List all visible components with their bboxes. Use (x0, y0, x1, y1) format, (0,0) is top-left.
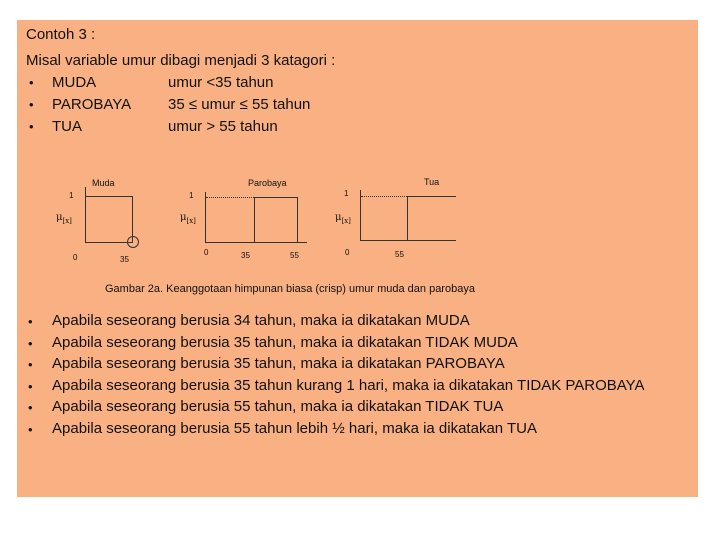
example-item: Apabila seseorang berusia 55 tahun, maka ia dikatakan TIDAK TUA (52, 398, 504, 415)
tua-label: Tua (424, 177, 440, 187)
muda-top-line (85, 196, 133, 197)
open-circle-icon (127, 236, 139, 248)
parobaya-x-axis (205, 242, 307, 243)
category-name: MUDA (52, 74, 97, 91)
bullet-icon: • (28, 357, 33, 372)
parobaya-one-label: 1 (189, 191, 194, 200)
tua-left-line (407, 196, 408, 240)
tua-one-label: 1 (344, 189, 349, 198)
tua-55-tick: 55 (395, 250, 404, 259)
example-item: Apabila seseorang berusia 55 tahun lebih ½ hari, maka ia dikatakan TUA (52, 420, 538, 437)
tua-top-line (407, 196, 456, 197)
tua-zero-tick: 0 (345, 248, 350, 257)
bullet-icon: • (28, 336, 33, 351)
parobaya-top-line (254, 197, 298, 198)
muda-mu-label: $\mu_{[x]}$ (56, 212, 72, 225)
parobaya-35-tick: 35 (241, 251, 250, 260)
category-name: TUA (52, 118, 82, 135)
tua-x-axis (360, 240, 456, 241)
slide-title: Contoh 3 : (26, 26, 96, 43)
parobaya-mu-label: $\mu_{[x]}$ (180, 212, 196, 225)
bullet-icon: • (28, 379, 33, 394)
bullet-icon: • (29, 97, 34, 112)
category-rule: umur <35 tahun (168, 74, 274, 91)
example-item: Apabila seseorang berusia 35 tahun kurang 1 hari, maka ia dikatakan TIDAK PAROBAYA (52, 377, 645, 394)
muda-35-tick: 35 (120, 255, 129, 264)
parobaya-left-line (254, 197, 255, 242)
parobaya-dotted-line (206, 197, 254, 198)
tua-dotted-line (361, 196, 407, 197)
example-item: Apabila seseorang berusia 35 tahun, maka ia dikatakan TIDAK MUDA (52, 334, 518, 351)
figure-caption: Gambar 2a. Keanggotaan himpunan biasa (crisp) umur muda dan parobaya (105, 283, 475, 295)
parobaya-55-tick: 55 (290, 251, 299, 260)
tua-y-axis (360, 190, 361, 241)
bullet-icon: • (29, 75, 34, 90)
example-item: Apabila seseorang berusia 35 tahun, maka ia dikatakan PAROBAYA (52, 355, 505, 372)
muda-label: Muda (92, 178, 115, 188)
bullet-icon: • (28, 400, 33, 415)
bullet-icon: • (28, 314, 33, 329)
parobaya-right-line (297, 197, 298, 242)
muda-x-axis (85, 242, 133, 243)
muda-zero-tick: 0 (73, 253, 78, 262)
slide (17, 20, 698, 497)
parobaya-label: Parobaya (248, 178, 287, 188)
bullet-icon: • (29, 119, 34, 134)
category-rule: umur > 55 tahun (168, 118, 278, 135)
muda-one-label: 1 (69, 191, 74, 200)
example-item: Apabila seseorang berusia 34 tahun, maka ia dikatakan MUDA (52, 312, 470, 329)
bullet-icon: • (28, 422, 33, 437)
parobaya-y-axis (205, 192, 206, 243)
category-name: PAROBAYA (52, 96, 132, 113)
category-rule: 35 ≤ umur ≤ 55 tahun (168, 96, 311, 113)
intro-text: Misal variable umur dibagi menjadi 3 katagori : (26, 52, 336, 69)
tua-mu-label: $\mu_{[x]}$ (335, 212, 351, 225)
parobaya-zero-tick: 0 (204, 248, 209, 257)
